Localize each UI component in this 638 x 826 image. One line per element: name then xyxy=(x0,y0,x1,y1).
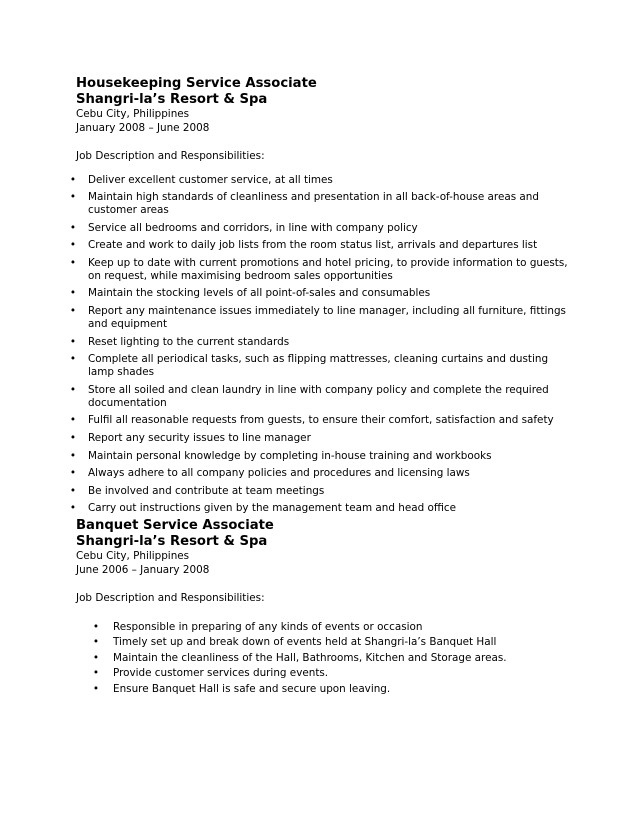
bullet-icon: • xyxy=(92,620,100,633)
bullet-icon: • xyxy=(69,335,77,348)
duty-text: Maintain the stocking levels of all point-of-sales and consumables xyxy=(88,287,431,300)
duty-text: Fulfil all reasonable requests from guests, to ensure their comfort, satisfaction and safety xyxy=(88,414,554,427)
job-location: Cebu City, Philippines xyxy=(76,108,190,120)
duty-text: Store all soiled and clean laundry in line with company policy and complete the required documentation xyxy=(88,383,549,409)
bullet-icon: • xyxy=(69,414,77,427)
duty-text: Report any security issues to line manager xyxy=(88,432,311,445)
duty-text: Deliver excellent customer service, at all times xyxy=(88,173,333,186)
duty-text: Carry out instructions given by the management team and head office xyxy=(88,502,456,515)
duty-text: Maintain personal knowledge by completing in-house training and workbooks xyxy=(88,449,492,462)
bullet-icon: • xyxy=(69,383,77,396)
duty-text: Create and work to daily job lists from the room status list, arrivals and departures list xyxy=(88,239,538,252)
list-item xyxy=(0,667,638,680)
list-item xyxy=(0,683,638,696)
bullet-icon: • xyxy=(69,502,77,515)
list-item xyxy=(0,502,638,515)
duty-text: Maintain the cleanliness of the Hall, Bathrooms, Kitchen and Storage areas. xyxy=(113,651,507,664)
duty-text: Maintain high standards of cleanliness and presentation in all back-of-house areas and customer areas xyxy=(88,191,539,217)
list-item xyxy=(0,222,638,235)
bullet-icon: • xyxy=(69,239,77,252)
list-item xyxy=(0,467,638,480)
bullet-icon: • xyxy=(92,667,100,679)
duty-text: Complete all periodical tasks, such as flipping mattresses, cleaning curtains and dusting lamp shades xyxy=(88,353,549,379)
job-entry-housekeeping xyxy=(0,76,638,520)
bullet-icon: • xyxy=(69,221,77,234)
responsibilities-heading: Job Description and Responsibilities: xyxy=(76,150,265,162)
job-dates: June 2006 – January 2008 xyxy=(76,563,210,576)
list-item xyxy=(0,621,638,634)
list-item xyxy=(0,239,638,252)
bullet-icon: • xyxy=(69,173,77,186)
company-name: Shangri-la’s Resort & Spa xyxy=(76,534,268,549)
list-item xyxy=(0,353,638,379)
bullet-icon: • xyxy=(69,256,77,269)
job-location: Cebu City, Philippines xyxy=(76,550,190,562)
list-item xyxy=(0,485,638,498)
duty-text: Responsible in preparing of any kinds of events or occasion xyxy=(113,620,423,633)
bullet-icon: • xyxy=(69,353,77,366)
list-item xyxy=(0,450,638,463)
bullet-icon: • xyxy=(69,191,77,204)
duty-text: Keep up to date with current promotions and hotel pricing, to provide information to guests, on request, while maximising bedroom sales opportunities xyxy=(88,256,568,282)
bullet-icon: • xyxy=(69,449,77,462)
duty-text: Service all bedrooms and corridors, in line with company policy xyxy=(88,221,418,234)
duty-text: Report any maintenance issues immediately to line manager, including all furniture, fittings and equipment xyxy=(88,305,566,331)
list-item xyxy=(0,287,638,300)
list-item xyxy=(0,432,638,445)
list-item xyxy=(0,191,638,217)
company-name: Shangri-la’s Resort & Spa xyxy=(76,92,268,107)
list-item xyxy=(0,384,638,410)
bullet-icon: • xyxy=(92,682,100,695)
list-item xyxy=(0,636,638,649)
responsibilities-list xyxy=(0,621,638,696)
list-item xyxy=(0,305,638,331)
responsibilities-list xyxy=(0,174,638,516)
list-item xyxy=(0,174,638,187)
duty-text: Reset lighting to the current standards xyxy=(88,335,290,348)
list-item xyxy=(0,414,638,427)
responsibilities-heading: Job Description and Responsibilities: xyxy=(76,592,265,604)
list-item xyxy=(0,336,638,349)
bullet-icon: • xyxy=(69,305,77,318)
duty-text: Provide customer services during events. xyxy=(113,667,329,679)
duty-text: Be involved and contribute at team meetings xyxy=(88,484,325,497)
bullet-icon: • xyxy=(92,651,100,664)
bullet-icon: • xyxy=(92,636,100,648)
bullet-icon: • xyxy=(69,432,77,445)
duty-text: Ensure Banquet Hall is safe and secure upon leaving. xyxy=(113,682,391,695)
duty-text: Always adhere to all company policies and procedures and licensing laws xyxy=(88,467,470,480)
job-title: Banquet Service Associate xyxy=(76,518,274,533)
list-item xyxy=(0,257,638,283)
bullet-icon: • xyxy=(69,484,77,497)
job-entry-banquet xyxy=(0,518,638,698)
job-dates: January 2008 – June 2008 xyxy=(76,121,210,134)
bullet-icon: • xyxy=(69,467,77,480)
duty-text: Timely set up and break down of events held at Shangri-la’s Banquet Hall xyxy=(113,636,497,648)
job-title: Housekeeping Service Associate xyxy=(76,76,317,91)
list-item xyxy=(0,652,638,665)
bullet-icon: • xyxy=(69,287,77,300)
